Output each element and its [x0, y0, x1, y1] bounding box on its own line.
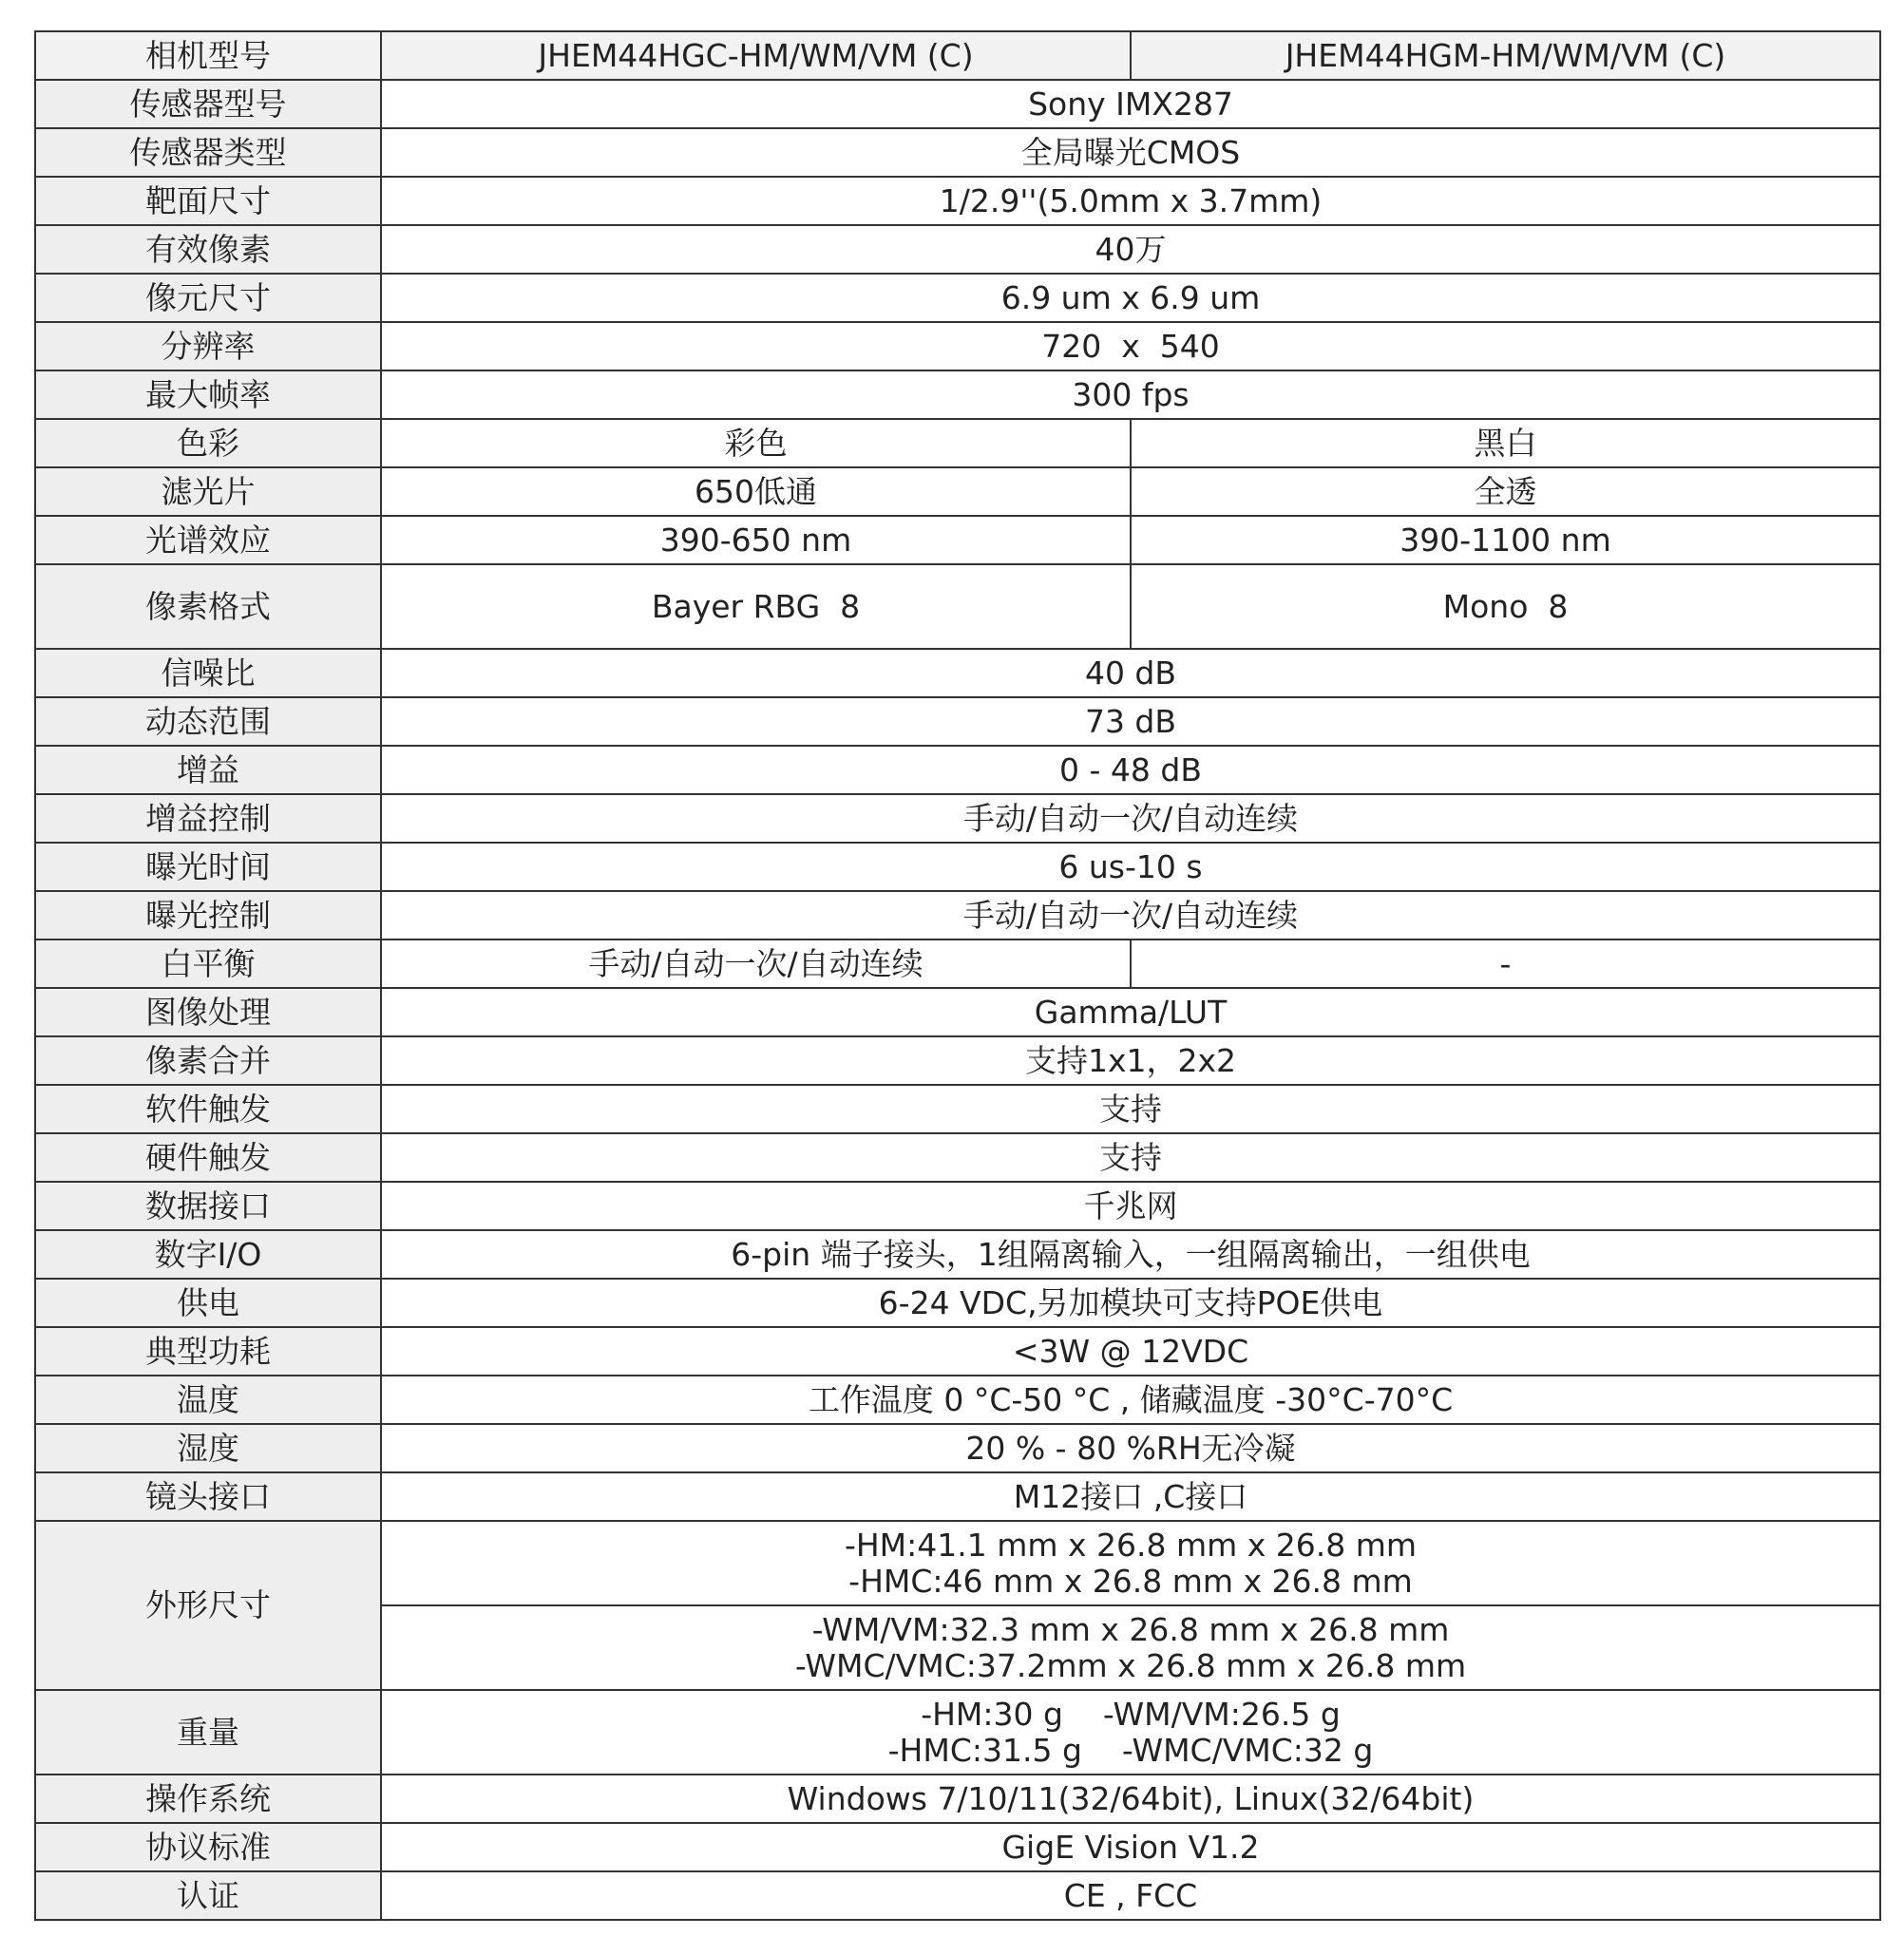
- value-os: Windows 7/10/11(32/64bit), Linux(32/64bit): [381, 1775, 1880, 1823]
- row-software-trigger: [35, 1085, 1880, 1133]
- value-max-fps: 300 fps: [381, 370, 1880, 419]
- row-sensor-type: [35, 128, 1880, 177]
- label-exposure-control: 曝光控制: [35, 891, 381, 940]
- value-sensor-model: Sony IMX287: [381, 80, 1880, 128]
- value-gain: 0 - 48 dB: [381, 746, 1880, 794]
- row-color: [35, 419, 1880, 467]
- header-model-mono: JHEM44HGM-HM/WM/VM (C): [1131, 31, 1880, 80]
- label-image-processing: 图像处理: [35, 988, 381, 1036]
- value-power-consumption: <3W @ 12VDC: [381, 1327, 1880, 1376]
- value-filter-color: 650低通: [381, 467, 1131, 516]
- label-white-balance: 白平衡: [35, 940, 381, 988]
- value-gain-control: 手动/自动一次/自动连续: [381, 794, 1880, 843]
- value-dynamic-range: 73 dB: [381, 697, 1880, 746]
- row-lens-mount: [35, 1472, 1880, 1521]
- value-hardware-trigger: 支持: [381, 1133, 1880, 1182]
- row-exposure-time: [35, 843, 1880, 891]
- label-pixel-format: 像素格式: [35, 564, 381, 649]
- value-color-mono: 黑白: [1131, 419, 1880, 467]
- label-spectral: 光谱效应: [35, 516, 381, 564]
- row-resolution: [35, 322, 1880, 370]
- label-power-consumption: 典型功耗: [35, 1327, 381, 1376]
- row-max-fps: [35, 370, 1880, 419]
- value-protocol: GigE Vision V1.2: [381, 1823, 1880, 1871]
- row-temperature: [35, 1376, 1880, 1424]
- value-resolution: 720 x 540: [381, 322, 1880, 370]
- row-weight: [35, 1690, 1880, 1775]
- weight-line-2: -HMC:31.5 g -WMC/VMC:32 g: [887, 1731, 1374, 1769]
- value-target-size: 1/2.9''(5.0mm x 3.7mm): [381, 177, 1880, 225]
- row-hardware-trigger: [35, 1133, 1880, 1182]
- row-pixel-format: [35, 564, 1880, 649]
- value-digital-io: 6-pin 端子接头，1组隔离输入，一组隔离输出，一组供电: [381, 1230, 1880, 1279]
- label-snr: 信噪比: [35, 649, 381, 697]
- row-protocol: [35, 1823, 1880, 1871]
- row-certification: [35, 1871, 1880, 1920]
- value-exposure-time: 6 us-10 s: [381, 843, 1880, 891]
- value-certification: CE , FCC: [381, 1871, 1880, 1920]
- row-binning: [35, 1036, 1880, 1085]
- label-os: 操作系统: [35, 1775, 381, 1823]
- dimensions-line-hm: -HM:41.1 mm x 26.8 mm x 26.8 mm: [844, 1526, 1418, 1564]
- row-sensor-model: [35, 80, 1880, 128]
- label-color: 色彩: [35, 419, 381, 467]
- value-lens-mount: M12接口 ,C接口: [381, 1472, 1880, 1521]
- value-spectral-mono: 390-1100 nm: [1131, 516, 1880, 564]
- header-model-color: JHEM44HGC-HM/WM/VM (C): [381, 31, 1131, 80]
- label-digital-io: 数字I/O: [35, 1230, 381, 1279]
- row-os: [35, 1775, 1880, 1823]
- value-sensor-type: 全局曝光CMOS: [381, 128, 1880, 177]
- row-effective-pixels: [35, 225, 1880, 274]
- label-gain: 增益: [35, 746, 381, 794]
- row-exposure-control: [35, 891, 1880, 940]
- label-gain-control: 增益控制: [35, 794, 381, 843]
- label-certification: 认证: [35, 1871, 381, 1920]
- label-power-supply: 供电: [35, 1279, 381, 1327]
- label-data-interface: 数据接口: [35, 1182, 381, 1230]
- label-sensor-model: 传感器型号: [35, 80, 381, 128]
- row-target-size: [35, 177, 1880, 225]
- label-filter: 滤光片: [35, 467, 381, 516]
- value-image-processing: Gamma/LUT: [381, 988, 1880, 1036]
- header-label: 相机型号: [35, 31, 381, 80]
- row-spectral: [35, 516, 1880, 564]
- value-pixel-format-color: Bayer RBG 8: [381, 564, 1131, 649]
- row-white-balance: [35, 940, 1880, 988]
- label-dynamic-range: 动态范围: [35, 697, 381, 746]
- value-weight: [381, 1690, 1880, 1775]
- value-white-balance-color: 手动/自动一次/自动连续: [381, 940, 1131, 988]
- value-spectral-color: 390-650 nm: [381, 516, 1131, 564]
- value-power-supply: 6-24 VDC,另加模块可支持POE供电: [381, 1279, 1880, 1327]
- label-weight: 重量: [35, 1690, 381, 1775]
- value-dimensions-h: [381, 1521, 1880, 1605]
- label-sensor-type: 传感器类型: [35, 128, 381, 177]
- header-row: [35, 31, 1880, 80]
- value-data-interface: 千兆网: [381, 1182, 1880, 1230]
- spec-table: [34, 30, 1881, 1921]
- label-binning: 像素合并: [35, 1036, 381, 1085]
- row-humidity: [35, 1424, 1880, 1472]
- value-temperature: 工作温度 0 °C-50 °C , 储藏温度 -30°C-70°C: [381, 1376, 1880, 1424]
- row-filter: [35, 467, 1880, 516]
- label-max-fps: 最大帧率: [35, 370, 381, 419]
- label-hardware-trigger: 硬件触发: [35, 1133, 381, 1182]
- row-gain-control: [35, 794, 1880, 843]
- dimensions-line-wmc: -WMC/VMC:37.2mm x 26.8 mm x 26.8 mm: [794, 1646, 1467, 1684]
- dimensions-line-wm: -WM/VM:32.3 mm x 26.8 mm x 26.8 mm: [811, 1610, 1450, 1648]
- label-resolution: 分辨率: [35, 322, 381, 370]
- row-dimensions-a: [35, 1521, 1880, 1605]
- row-image-processing: [35, 988, 1880, 1036]
- label-pixel-size: 像元尺寸: [35, 274, 381, 322]
- label-protocol: 协议标准: [35, 1823, 381, 1871]
- row-dynamic-range: [35, 697, 1880, 746]
- row-digital-io: [35, 1230, 1880, 1279]
- row-pixel-size: [35, 274, 1880, 322]
- label-exposure-time: 曝光时间: [35, 843, 381, 891]
- label-lens-mount: 镜头接口: [35, 1472, 381, 1521]
- value-pixel-format-mono: Mono 8: [1131, 564, 1880, 649]
- row-gain: [35, 746, 1880, 794]
- value-color-color: 彩色: [381, 419, 1131, 467]
- row-power-consumption: [35, 1327, 1880, 1376]
- row-snr: [35, 649, 1880, 697]
- weight-line-1: -HM:30 g -WM/VM:26.5 g: [921, 1695, 1341, 1733]
- value-pixel-size: 6.9 um x 6.9 um: [381, 274, 1880, 322]
- label-temperature: 温度: [35, 1376, 381, 1424]
- value-binning: 支持1x1，2x2: [381, 1036, 1880, 1085]
- label-humidity: 湿度: [35, 1424, 381, 1472]
- value-white-balance-mono: -: [1131, 940, 1880, 988]
- value-dimensions-wv: [381, 1605, 1880, 1690]
- label-effective-pixels: 有效像素: [35, 225, 381, 274]
- value-exposure-control: 手动/自动一次/自动连续: [381, 891, 1880, 940]
- label-dimensions: 外形尺寸: [35, 1521, 381, 1690]
- label-target-size: 靶面尺寸: [35, 177, 381, 225]
- value-snr: 40 dB: [381, 649, 1880, 697]
- value-effective-pixels: 40万: [381, 225, 1880, 274]
- row-power-supply: [35, 1279, 1880, 1327]
- row-data-interface: [35, 1182, 1880, 1230]
- dimensions-line-hmc: -HMC:46 mm x 26.8 mm x 26.8 mm: [848, 1562, 1413, 1600]
- value-software-trigger: 支持: [381, 1085, 1880, 1133]
- label-software-trigger: 软件触发: [35, 1085, 381, 1133]
- value-filter-mono: 全透: [1131, 467, 1880, 516]
- value-humidity: 20 % - 80 %RH无冷凝: [381, 1424, 1880, 1472]
